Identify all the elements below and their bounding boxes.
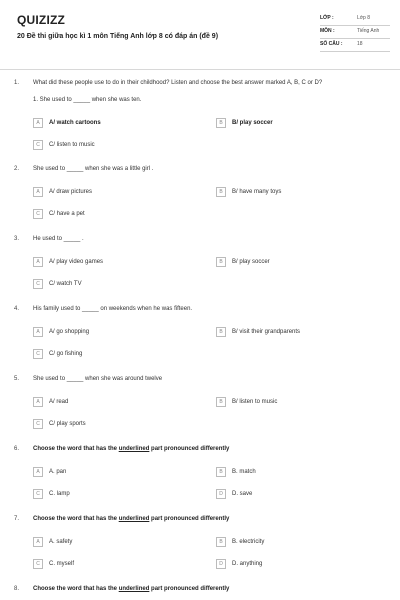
question-number: 6.: [14, 446, 20, 452]
option-d[interactable]: [216, 488, 252, 499]
option-letter-box: A: [33, 257, 43, 267]
question-text-pre: Choose the word that has the: [33, 586, 119, 592]
option-c[interactable]: [33, 418, 86, 429]
meta-value: Tiếng Anh: [357, 28, 380, 34]
option-letter-box: B: [216, 467, 226, 477]
meta-row-count: [320, 39, 390, 52]
option-b[interactable]: [216, 256, 270, 267]
option-label: B. electricity: [232, 538, 265, 545]
option-c[interactable]: [33, 139, 95, 150]
option-letter-box: B: [216, 537, 226, 547]
question-text-underlined: underlined: [118, 586, 150, 592]
question-text-post: part pronounced differently: [149, 586, 230, 592]
option-letter-box: C: [33, 489, 43, 499]
option-b[interactable]: [216, 326, 300, 337]
option-letter-box: B: [216, 257, 226, 267]
option-a[interactable]: [33, 536, 72, 547]
option-label: B/ visit their grandparents: [232, 328, 301, 335]
question-number: 4.: [14, 306, 20, 312]
question-number: 2.: [14, 166, 20, 172]
question-text-post: part pronounced differently: [149, 446, 230, 452]
option-letter-box: A: [33, 118, 43, 128]
option-letter-box: C: [33, 209, 43, 219]
option-letter-box: B: [216, 118, 226, 128]
option-label: A. pan: [49, 468, 67, 475]
option-letter-box: D: [216, 559, 226, 569]
option-label: B/ play soccer: [232, 119, 273, 126]
meta-row-class: [320, 13, 390, 26]
option-letter-box: C: [33, 349, 43, 359]
question-number: 5.: [14, 376, 20, 382]
option-b[interactable]: [216, 117, 273, 128]
option-letter-box: D: [216, 489, 226, 499]
question-text-post: part pronounced differently: [149, 516, 230, 522]
option-label: A. safety: [49, 538, 73, 545]
question-text: [33, 516, 383, 522]
meta-key: SỐ CÂU :: [320, 41, 343, 47]
meta-key: LỚP :: [320, 15, 334, 21]
option-label: B/ listen to music: [232, 398, 278, 405]
question-text: She used to _____ when she was around twelve: [33, 376, 163, 382]
option-b[interactable]: [216, 536, 264, 547]
option-letter-box: C: [33, 559, 43, 569]
option-a[interactable]: [33, 256, 103, 267]
option-label: C/ go fishing: [49, 350, 83, 357]
option-c[interactable]: [33, 488, 70, 499]
option-label: A/ play video games: [49, 258, 104, 265]
option-letter-box: B: [216, 187, 226, 197]
option-label: C/ play sports: [49, 420, 86, 427]
option-label: C. lamp: [49, 490, 70, 497]
question-text-underlined: underlined: [118, 446, 150, 452]
meta-value: 18: [357, 41, 363, 47]
option-a[interactable]: [33, 396, 68, 407]
option-label: C/ have a pet: [49, 210, 85, 217]
option-label: A/ read: [49, 398, 69, 405]
page-header: [0, 0, 400, 68]
option-c[interactable]: [33, 278, 82, 289]
question-text: He used to _____ .: [33, 236, 84, 242]
option-letter-box: B: [216, 327, 226, 337]
option-letter-box: C: [33, 419, 43, 429]
header-divider: [0, 69, 400, 70]
option-b[interactable]: [216, 186, 281, 197]
option-label: C/ listen to music: [49, 141, 95, 148]
option-label: C/ watch TV: [49, 280, 82, 287]
option-label: B/ play soccer: [232, 258, 270, 265]
document-title: 20 Đề thi giữa học kì 1 môn Tiếng Anh lớp 8 có đáp án (đề 9): [17, 33, 219, 40]
meta-key: MÔN :: [320, 28, 335, 34]
option-label: C. myself: [49, 560, 75, 567]
option-a[interactable]: [33, 117, 101, 128]
meta-table: [320, 13, 390, 52]
option-letter-box: A: [33, 467, 43, 477]
question-text: His family used to _____ on weekends when he was fifteen.: [33, 306, 193, 312]
question-text: [33, 586, 383, 592]
question-number: 8.: [14, 586, 20, 592]
quizizz-logo: QUIZIZZ: [17, 13, 66, 27]
option-c[interactable]: [33, 348, 82, 359]
question-text-underlined: underlined: [118, 516, 150, 522]
option-label: B/ have many toys: [232, 188, 282, 195]
meta-value: Lớp 8: [357, 15, 371, 21]
option-letter-box: A: [33, 187, 43, 197]
option-a[interactable]: [33, 186, 92, 197]
option-letter-box: A: [33, 397, 43, 407]
option-letter-box: B: [216, 397, 226, 407]
question-text: [33, 446, 383, 452]
question-number: 7.: [14, 516, 20, 522]
question-text: She used to _____ when she was a little girl .: [33, 166, 154, 172]
option-b[interactable]: [216, 466, 256, 477]
option-letter-box: A: [33, 537, 43, 547]
option-label: D. save: [232, 490, 253, 497]
option-b[interactable]: [216, 396, 277, 407]
option-letter-box: C: [33, 279, 43, 289]
option-letter-box: A: [33, 327, 43, 337]
question-number: 3.: [14, 236, 20, 242]
option-a[interactable]: [33, 326, 89, 337]
question-subtext: 1. She used to _____ when she was ten.: [33, 97, 142, 103]
question-text: What did these people use to do in their childhood? Listen and choose the best answer marked A, B, C or D?: [33, 80, 323, 86]
option-c[interactable]: [33, 558, 74, 569]
option-label: A/ go shopping: [49, 328, 90, 335]
question-text-pre: Choose the word that has the: [33, 446, 119, 452]
option-c[interactable]: [33, 208, 85, 219]
option-label: A/ watch cartoons: [49, 119, 101, 126]
question-number: 1.: [14, 80, 20, 86]
question-text-pre: Choose the word that has the: [33, 516, 119, 522]
option-letter-box: C: [33, 140, 43, 150]
meta-row-subject: [320, 26, 390, 39]
option-d[interactable]: [216, 558, 262, 569]
option-label: A/ draw pictures: [49, 188, 93, 195]
option-label: D. anything: [232, 560, 263, 567]
option-a[interactable]: [33, 466, 66, 477]
option-label: B. match: [232, 468, 256, 475]
